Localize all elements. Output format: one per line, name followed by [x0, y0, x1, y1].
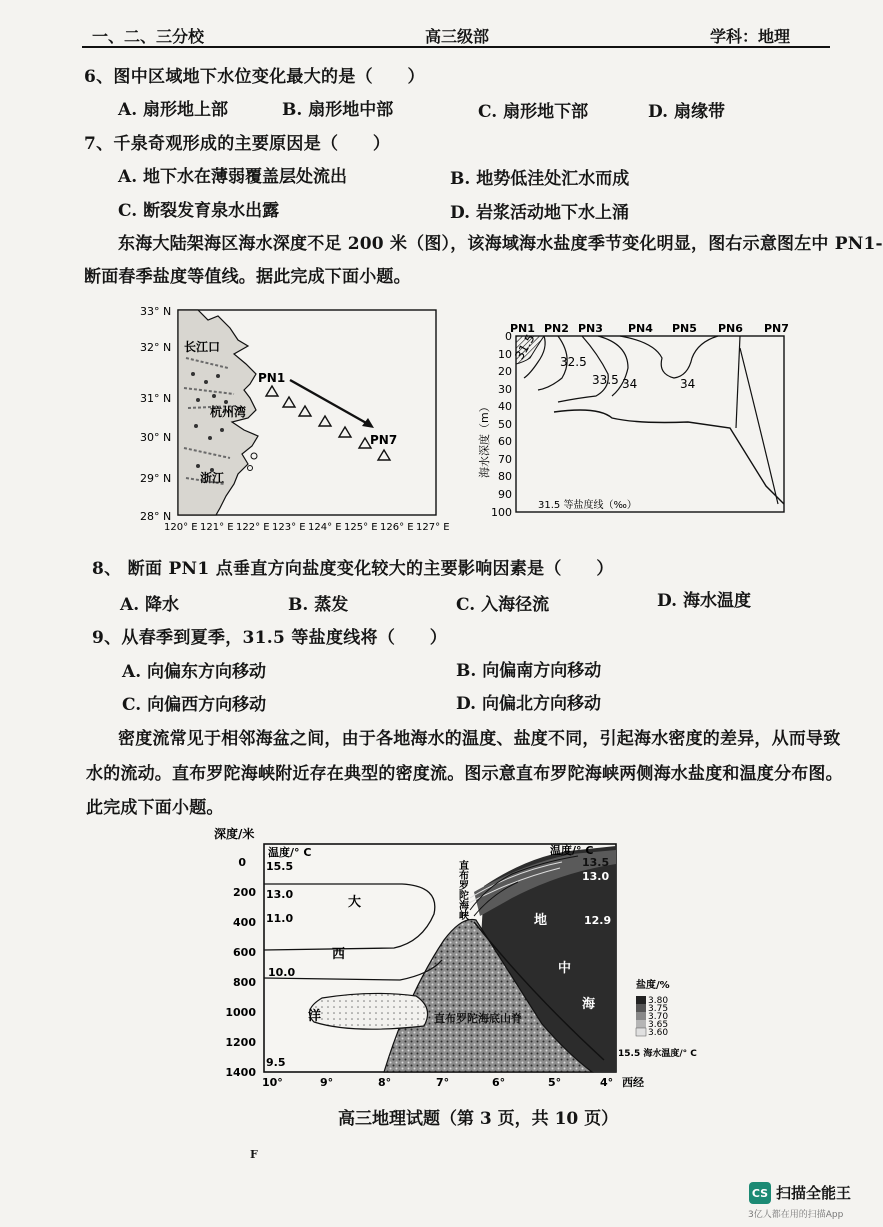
lon-label-122: 122° E	[236, 522, 270, 533]
gibraltar-section-chart	[212, 824, 697, 1096]
q6-option-c: C. 扇形地下部	[478, 102, 589, 122]
svg-text:3.60: 3.60	[648, 1028, 669, 1038]
lat-label-28: 28° N	[140, 510, 172, 523]
watermark-name: 扫描全能王	[776, 1184, 852, 1202]
lon-label-123: 123° E	[272, 522, 306, 533]
q9-option-c: C. 向偏西方向移动	[122, 695, 267, 715]
svg-text:9.5: 9.5	[266, 1056, 286, 1069]
section-ylabel: 海水深度（m）	[478, 401, 491, 478]
watermark-tagline: 3亿人都在用的扫描App	[748, 1210, 844, 1220]
svg-text:11.0: 11.0	[266, 912, 294, 925]
lon-label-120: 120° E	[164, 522, 198, 533]
label-hangzhouwan: 杭州湾	[210, 405, 247, 419]
svg-text:1000: 1000	[225, 1006, 256, 1019]
lat-label-31: 31° N	[140, 392, 172, 405]
svg-text:200: 200	[233, 886, 256, 899]
lon-label-124: 124° E	[308, 522, 342, 533]
camscanner-logo-icon: CS	[749, 1182, 771, 1204]
station-label-pn5: PN5	[672, 322, 697, 335]
label-zhejiang: 浙江	[200, 471, 225, 485]
svg-text:800: 800	[233, 976, 256, 989]
passage2-line1: 密度流常见于相邻海盆之间，由于各地海水的温度、盐度不同，引起海水密度的差异，从而导致	[118, 729, 841, 749]
svg-text:3.70: 3.70	[648, 1012, 669, 1022]
lon-label-125: 125° E	[344, 522, 378, 533]
svg-text:13.0: 13.0	[582, 870, 610, 883]
footer-mark: F	[250, 1148, 258, 1161]
svg-text:西经: 西经	[622, 1076, 644, 1089]
q7-option-b: B. 地势低洼处汇水而成	[450, 169, 630, 189]
svg-text:1400: 1400	[225, 1066, 256, 1079]
lat-label-32: 32° N	[140, 341, 172, 354]
isoline-label-34-a: 34	[622, 377, 638, 391]
station-label-pn4: PN4	[628, 322, 653, 335]
fig2-strait-label: 直布罗陀海峡	[456, 860, 468, 920]
station-label-pn1: PN1	[510, 322, 535, 335]
q7-stem: 7、千泉奇观形成的主要原因是（ ）	[84, 134, 391, 154]
lon-label-126: 126° E	[380, 522, 414, 533]
q6-stem: 6、图中区域地下水位变化最大的是（ ）	[84, 67, 425, 87]
svg-text:洋: 洋	[308, 1009, 322, 1024]
fig2-legend-title: 盐度/%	[636, 980, 670, 991]
header-subject: 学科：地理	[710, 27, 791, 46]
svg-text:3.80: 3.80	[648, 996, 669, 1006]
q9-option-d: D. 向偏北方向移动	[456, 694, 601, 714]
q9-stem: 9、从春季到夏季，31.5 等盐度线将（ ）	[92, 628, 448, 648]
svg-text:13.5: 13.5	[582, 856, 610, 869]
lat-label-29: 29° N	[140, 472, 172, 485]
svg-text:400: 400	[233, 916, 256, 929]
salinity-section-chart	[478, 318, 798, 523]
q6-option-d: D. 扇缘带	[648, 102, 725, 122]
isoline-label-34-b: 34	[680, 377, 696, 391]
svg-text:1200: 1200	[225, 1036, 256, 1049]
svg-text:10.0: 10.0	[268, 966, 296, 979]
header-rule	[82, 46, 830, 48]
svg-text:600: 600	[233, 946, 256, 959]
fig2-legend-temp: 15.5 海水温度/° C	[618, 1049, 697, 1059]
svg-text:中: 中	[558, 961, 572, 976]
q7-option-d: D. 岩浆活动地下水上涌	[450, 203, 629, 223]
header-school: 一、二、三分校	[92, 27, 205, 46]
svg-text:12.9: 12.9	[584, 914, 612, 927]
fig2-ridge-label: 直布罗陀海底山脊	[434, 1012, 522, 1025]
station-label-pn2: PN2	[544, 322, 569, 335]
q8-option-d: D. 海水温度	[657, 591, 751, 611]
isoline-label-33-5: 33.5	[592, 373, 619, 387]
passage1-line2: 断面春季盐度等值线。据此完成下面小题。	[84, 267, 411, 287]
section-legend: 31.5 等盐度线（‰）	[538, 500, 637, 511]
svg-text:大: 大	[348, 895, 362, 910]
svg-text:50: 50	[498, 418, 512, 431]
lat-label-30: 30° N	[140, 431, 172, 444]
svg-text:10: 10	[498, 348, 512, 361]
passage1-line1: 东海大陆架海区海水深度不足 200 米（图），该海域海水盐度季节变化明显，图右示意图左中 PN1-	[118, 234, 883, 254]
svg-text:3.75: 3.75	[648, 1004, 669, 1014]
label-pn7: PN7	[370, 433, 398, 447]
isoline-label-32-5: 32.5	[560, 355, 587, 369]
svg-text:5°: 5°	[548, 1076, 562, 1089]
svg-text:3.65: 3.65	[648, 1020, 669, 1030]
svg-text:40: 40	[498, 400, 512, 413]
svg-text:100: 100	[491, 506, 512, 519]
svg-text:80: 80	[498, 470, 512, 483]
svg-text:西: 西	[332, 947, 346, 962]
passage2-line2: 水的流动。直布罗陀海峡附近存在典型的密度流。图示意直布罗陀海峡两侧海水盐度和温度分布图。	[86, 764, 843, 784]
q6-option-b: B. 扇形地中部	[282, 100, 394, 120]
station-label-pn3: PN3	[578, 322, 603, 335]
header-grade: 高三级部	[425, 27, 490, 46]
station-triangles	[266, 386, 390, 460]
svg-text:8°: 8°	[378, 1076, 392, 1089]
q6-option-a: A. 扇形地上部	[118, 100, 229, 120]
svg-text:13.0: 13.0	[266, 888, 294, 901]
svg-text:海: 海	[582, 997, 596, 1012]
lat-label-33: 33° N	[140, 305, 172, 318]
label-changjiang: 长江口	[184, 340, 221, 354]
lon-label-127: 127° E	[416, 522, 450, 533]
q8-option-c: C. 入海径流	[456, 595, 550, 615]
svg-text:地: 地	[534, 913, 548, 928]
footer-title: 高三地理试题（第 3 页，共 10 页）	[338, 1109, 619, 1129]
svg-text:10°: 10°	[262, 1076, 283, 1089]
svg-text:20: 20	[498, 365, 512, 378]
fig2-temp-label-left: 温度/° C	[268, 846, 312, 859]
q8-option-a: A. 降水	[120, 595, 180, 615]
svg-text:0: 0	[505, 330, 512, 343]
q8-option-b: B. 蒸发	[288, 595, 349, 615]
east-china-sea-map	[138, 298, 468, 533]
svg-text:90: 90	[498, 488, 512, 501]
fig2-temp-label-right: 温度/° C	[550, 844, 594, 857]
svg-text:9°: 9°	[320, 1076, 334, 1089]
station-label-pn7: PN7	[764, 322, 789, 335]
svg-text:15.5: 15.5	[266, 860, 294, 873]
svg-text:70: 70	[498, 453, 512, 466]
svg-text:4°: 4°	[600, 1076, 614, 1089]
label-pn1: PN1	[258, 371, 286, 385]
q9-option-a: A. 向偏东方向移动	[122, 662, 267, 682]
svg-text:30: 30	[498, 383, 512, 396]
q8-stem: 8、 断面 PN1 点垂直方向盐度变化较大的主要影响因素是（ ）	[92, 559, 614, 579]
fig2-depth-label: 深度/米	[214, 827, 255, 841]
svg-text:7°: 7°	[436, 1076, 450, 1089]
passage2-line3: 此完成下面小题。	[86, 798, 224, 818]
svg-text:6°: 6°	[492, 1076, 506, 1089]
q7-option-c: C. 断裂发育泉水出露	[118, 201, 280, 221]
station-label-pn6: PN6	[718, 322, 743, 335]
svg-text:0: 0	[238, 856, 246, 869]
lon-label-121: 121° E	[200, 522, 234, 533]
svg-text:60: 60	[498, 435, 512, 448]
q7-option-a: A. 地下水在薄弱覆盖层处流出	[118, 167, 348, 187]
isoline-label-31-5: 31.5	[512, 331, 538, 362]
q9-option-b: B. 向偏南方向移动	[456, 661, 602, 681]
